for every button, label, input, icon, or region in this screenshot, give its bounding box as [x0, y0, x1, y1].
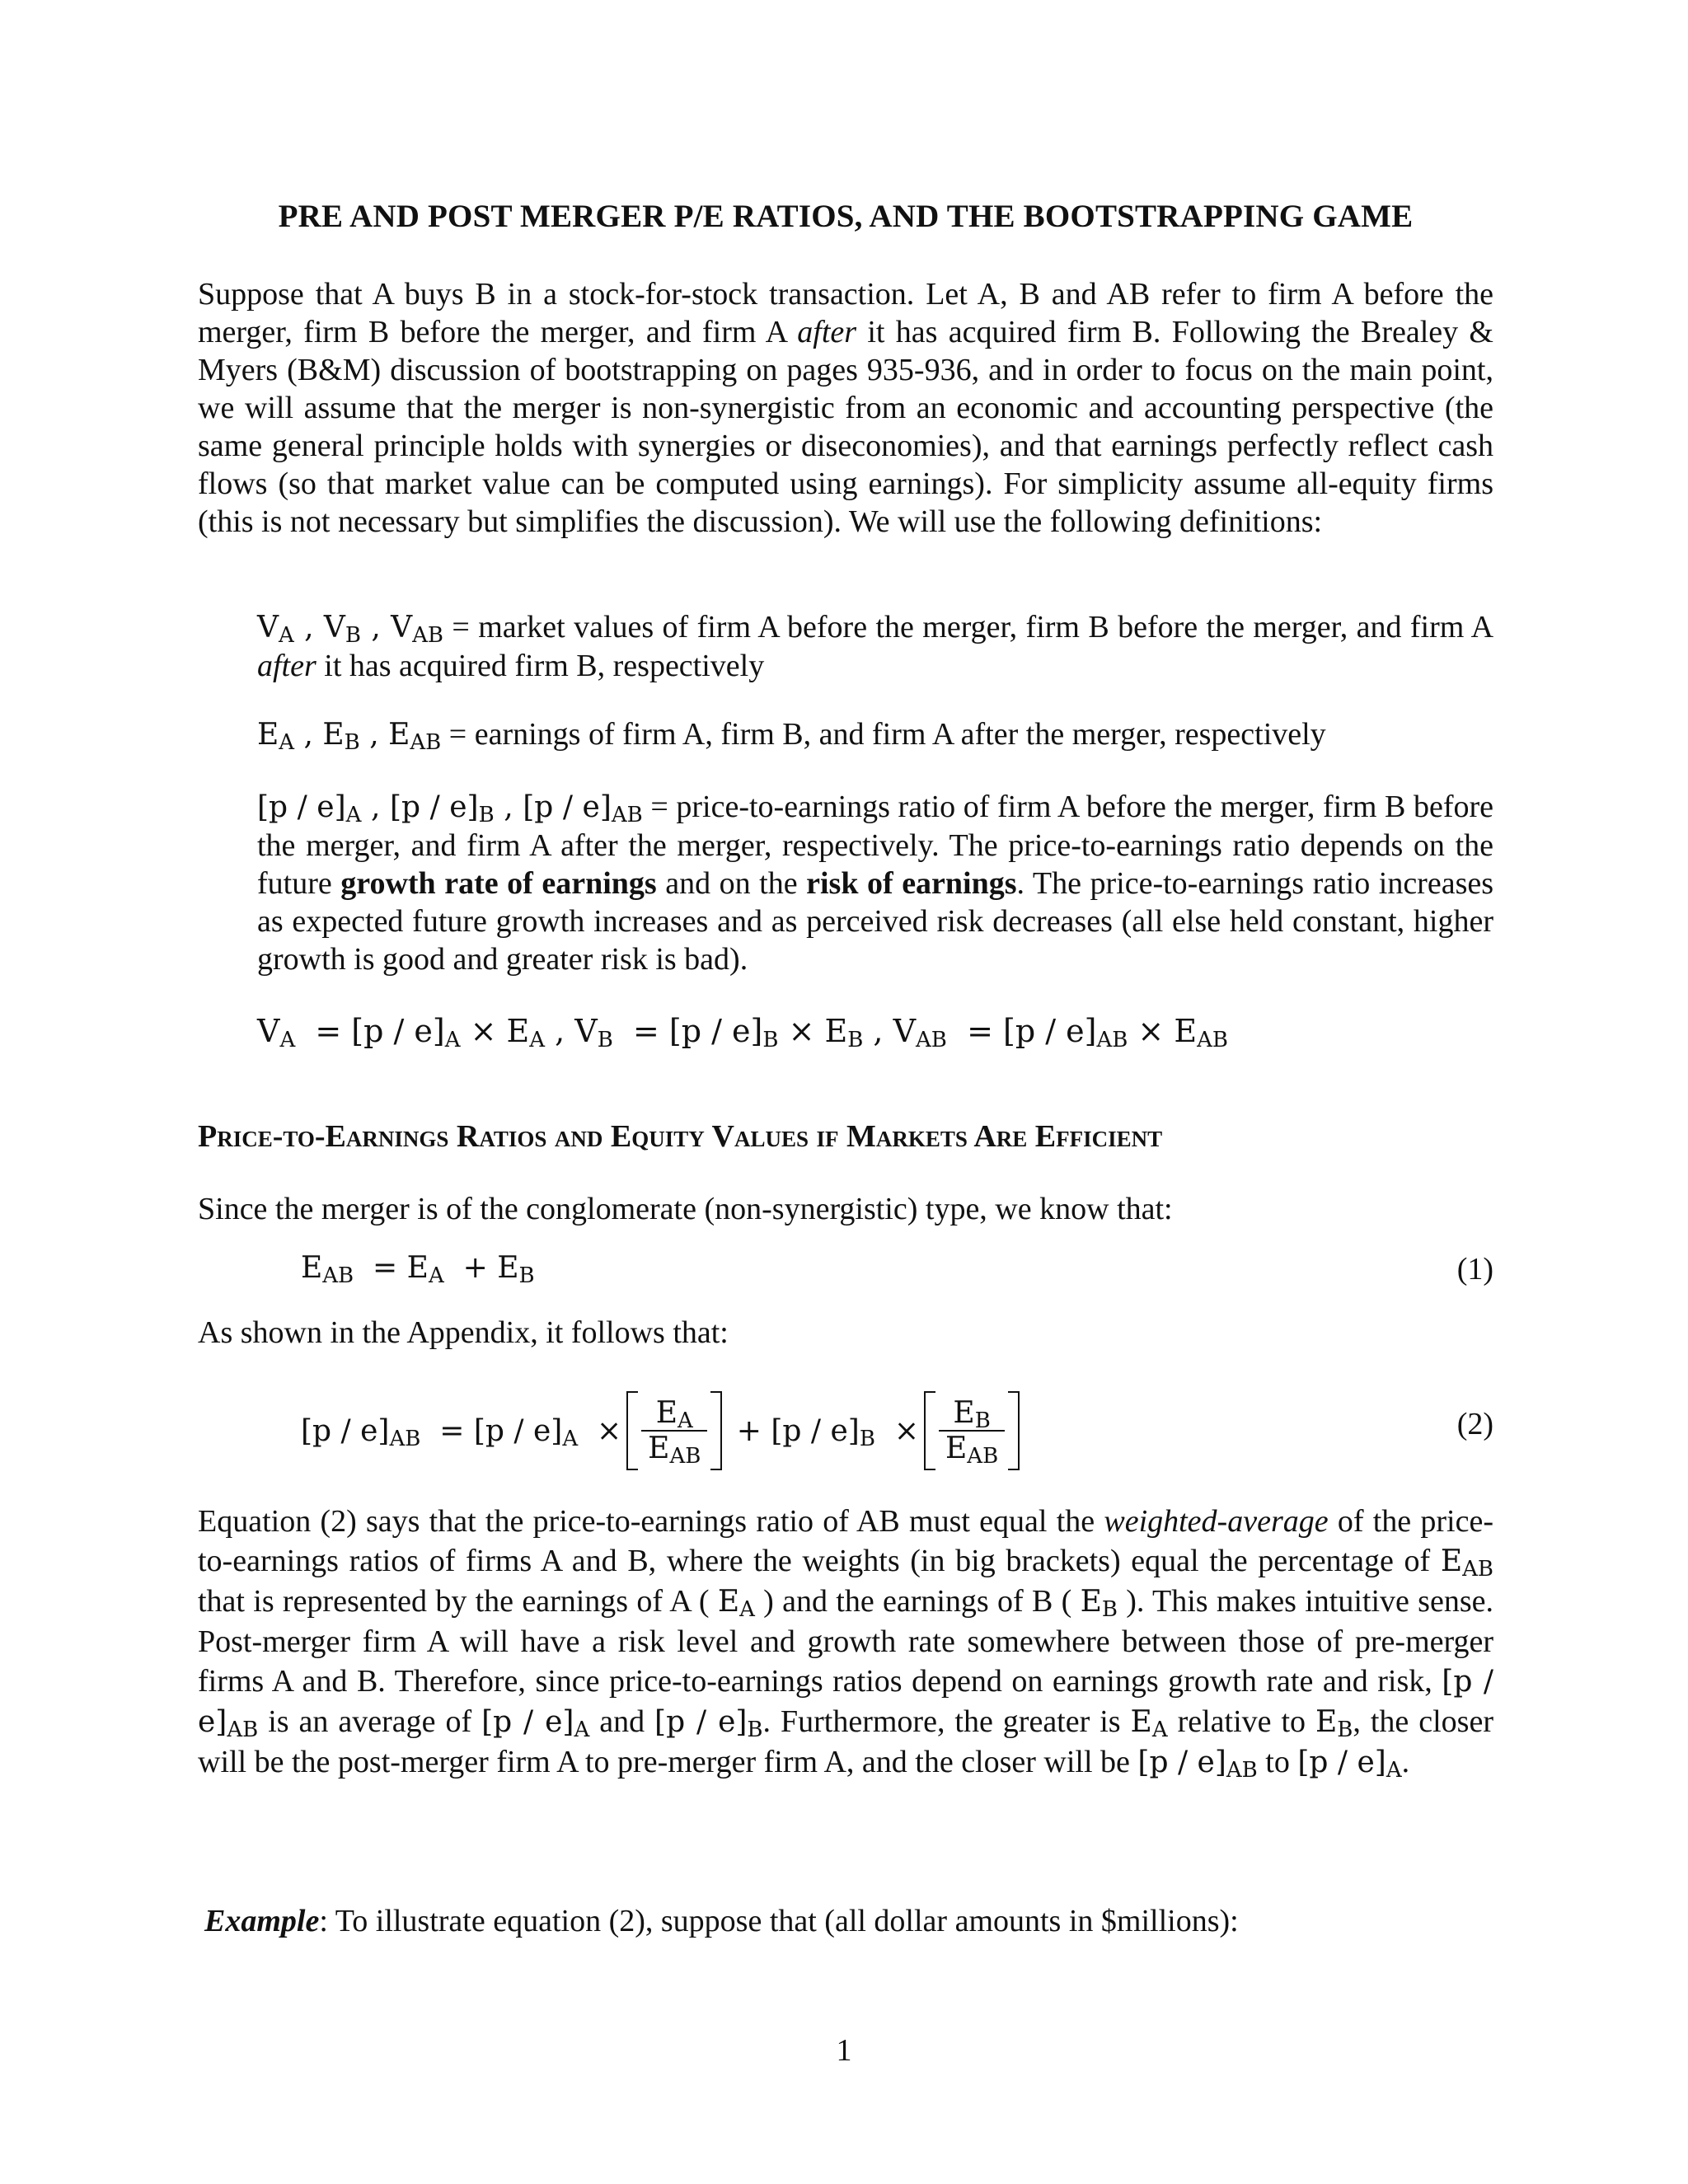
earnings-symbols: $E_A$ , $E_B$ , $E_{AB}$ — [257, 718, 442, 755]
equation-2: $[p / e]_{AB} = [p / e]_A$ × $\frac{E_A}{E_{AB}}$ + $[p / e]_B$ × $\frac{E_B}{E_{AB}}$ — [301, 1381, 1025, 1480]
values-symbols: $V_A$ , $V_B$ , $V_{AB}$ — [257, 611, 443, 648]
definition-earnings: $E_A$ , $E_B$ , $E_{AB}$ = earnings of firm A, firm B, and firm A after the merger, respectively — [257, 717, 1326, 755]
weight-bracket-b: $\frac{E_B}{E_{AB}}$ — [924, 1396, 1020, 1465]
page-number: 1 — [836, 2033, 852, 2068]
equation-1: $E_{AB} = E_A + E_B$ — [301, 1251, 535, 1288]
weight-bracket-a: $\frac{E_A}{E_{AB}}$ — [626, 1396, 722, 1465]
conglomerate-text: Since the merger is of the conglomerate (non-synergistic) type, we know that: — [198, 1192, 1173, 1226]
value-equations: $V_A = [p / e]_A \times E_A$ , $V_B = [p / e]_B \times E_B$ , $V_{AB} = [p / e]_{AB} \times E_{AB}$ — [257, 1013, 1228, 1052]
definition-pe: $[p / e]_A$ , $[p / e]_B$ , $[p / e]_{AB}$ = price-to-earnings ratio of firm A before the merger, firm B before the merger, and firm A after the merger, respectively. The price-to-earnings ratio depends on the future growth rate of earnings and on the risk of earnings. The price-to-earnings ratio increases as expected future growth increases and as perceived risk decreases (all else held constant, higher growth is good and greater risk is bad). — [257, 790, 1494, 977]
equation-2-number: (2) — [1456, 1407, 1493, 1441]
example-line: Example: To illustrate equation (2), suppose that (all dollar amounts in $millions): — [204, 1904, 1239, 1938]
explanation-paragraph: Equation (2) says that the price-to-earnings ratio of AB must equal the weighted-average of the price-to-earnings ratios of firms A and B, where the weights (in big brackets) equal the percentage of $E_{AB}$ that is represented by the earnings of A ( $E_A$ ) and the earnings of B ( $E_B$ ). This makes intuitive sense. Post-merger firm A will have a risk level and growth rate somewhere between those of pre-merger firms A and B. Therefore, since price-to-earnings ratios depend on earnings growth rate and risk, $[p / e]_{AB}$ is an average of $[p / e]_A$ and $[p / e]_B$. Furthermore, the greater is $E_A$ relative to $E_B$, the closer will be the post-merger firm A to pre-merger firm A, and the closer will be $[p / e]_{AB}$ to $[p / e]_A$. — [198, 1504, 1493, 1783]
definition-values: $V_A$ , $V_B$ , $V_{AB}$ = market values of firm A before the merger, firm B before the merger, and firm A after it has acquired firm B, respectively — [257, 610, 1494, 683]
intro-paragraph: Suppose that A buys B in a stock-for-stock transaction. Let A, B and AB refer to firm A before the merger, firm B before the merger, and firm A after it has acquired firm B. Following the Brealey & Myers (B&M) discussion of bootstrapping on pages 935-936, and in order to focus on the main point, we will assume that the merger is non-synergistic from an economic and accounting perspective (the same general principle holds with synergies or diseconomies), and that earnings perfectly reflect cash flows (so that market value can be computed using earnings). For simplicity assume all-equity firms (this is not necessary but simplifies the discussion). We will use the following definitions: — [198, 277, 1493, 539]
appendix-text: As shown in the Appendix, it follows that: — [198, 1315, 729, 1350]
page-title: PRE AND POST MERGER P/E RATIOS, AND THE BOOTSTRAPPING GAME — [278, 199, 1414, 234]
section-heading: Price-to-Earnings Ratios and Equity Values if Markets Are Efficient — [198, 1119, 1163, 1154]
equation-1-number: (1) — [1456, 1252, 1493, 1286]
pe-symbols: $[p / e]_A$ , $[p / e]_B$ , $[p / e]_{AB}$ — [257, 790, 643, 827]
